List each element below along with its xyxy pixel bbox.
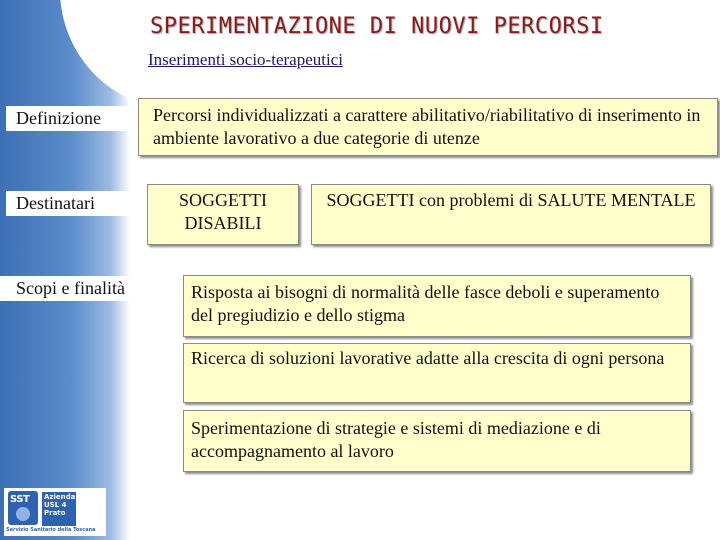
definizione-box: Percorsi individualizzati a carattere abilitativo/riabilitativo di inserimento in ambiente lavorativo a due categorie di utenze [138, 98, 718, 156]
label-definizione: Definizione [6, 106, 136, 131]
page-title: SPERIMENTAZIONE DI NUOVI PERCORSI [150, 14, 604, 39]
label-scopi: Scopi e finalità [0, 276, 182, 301]
logo-mark-icon [8, 491, 38, 525]
logo-figure-icon [16, 507, 30, 521]
scopi-box-1: Risposta ai bisogni di normalità delle fasce deboli e superamento del pregiudizio e dello stigma [183, 275, 691, 337]
logo [4, 488, 106, 536]
logo-name: Azienda USL 4 Prato [42, 492, 76, 526]
label-destinatari: Destinatari [6, 191, 136, 216]
scopi-box-3: Sperimentazione di strategie e sistemi di mediazione e di accompagnamento al lavoro [183, 410, 691, 472]
scopi-box-2: Ricerca di soluzioni lavorative adatte alla crescita di ogni persona [183, 343, 691, 403]
logo-mark-text: SST [10, 494, 30, 505]
destinatari-box-disabili: SOGGETTI DISABILI [147, 184, 299, 245]
logo-caption: Servizio Sanitario della Toscana [6, 527, 96, 533]
destinatari-box-salute-mentale: SOGGETTI con problemi di SALUTE MENTALE [311, 184, 711, 245]
page-subtitle: Inserimenti socio-terapeutici [148, 50, 343, 69]
